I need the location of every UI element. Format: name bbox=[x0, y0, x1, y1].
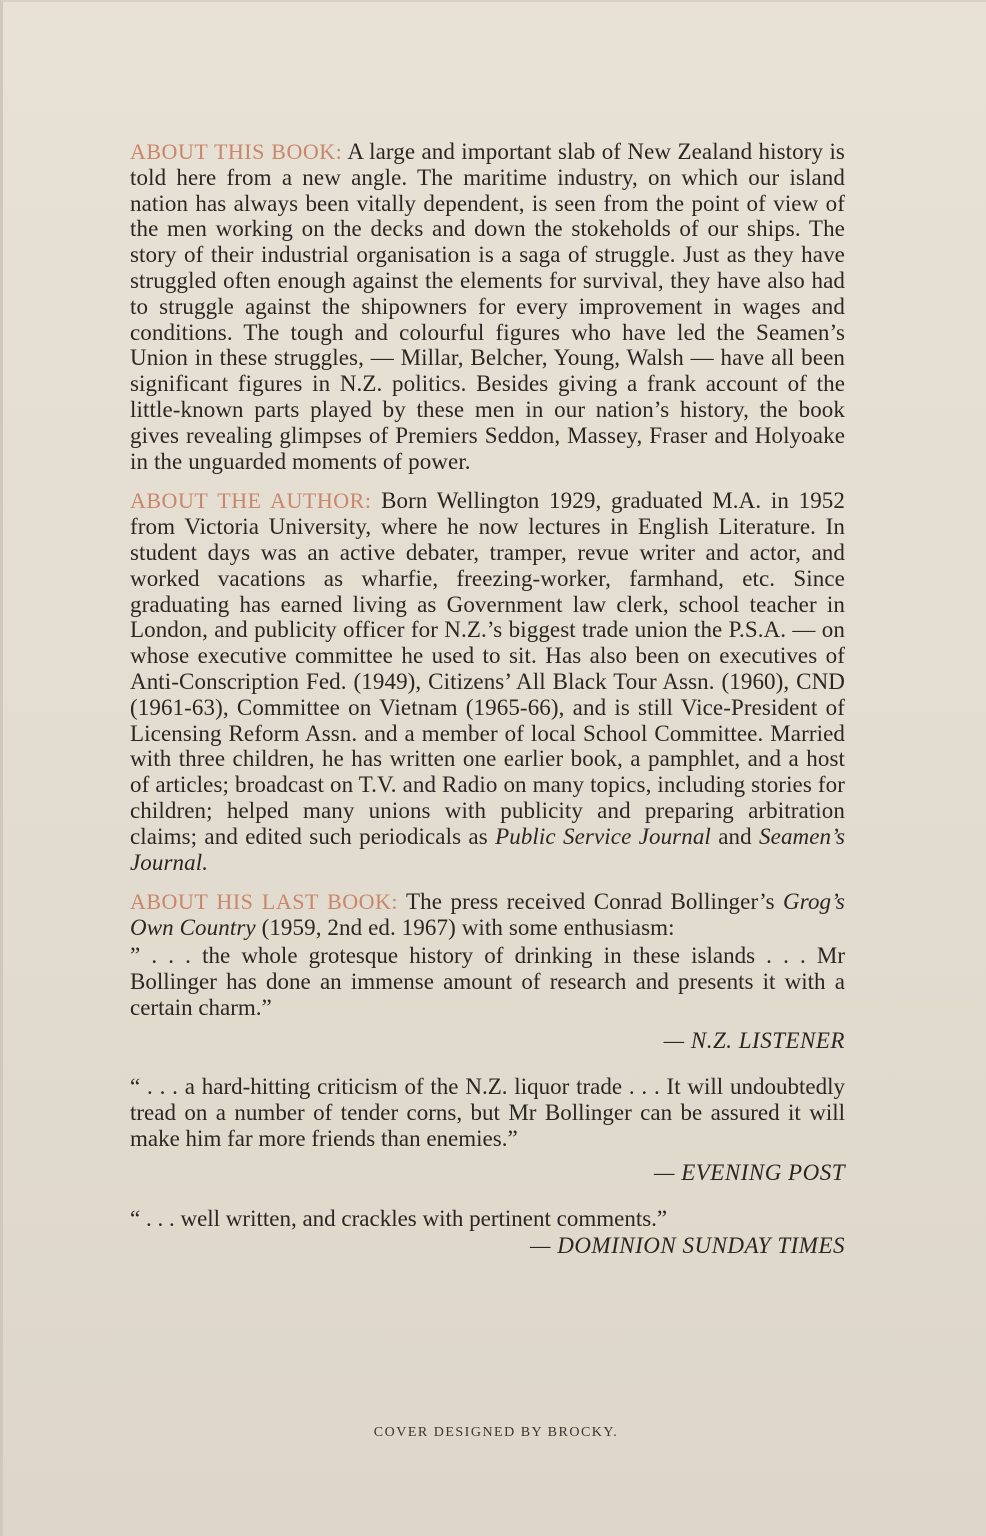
about-book-heading: ABOUT THIS BOOK: bbox=[130, 139, 343, 164]
journal-title-1: Public Service Journal bbox=[495, 823, 711, 849]
about-last-book-paragraph bbox=[130, 889, 845, 941]
quote-source-dominion: — DOMINION SUNDAY TIMES bbox=[530, 1233, 845, 1259]
journal-conjunction: and bbox=[718, 823, 752, 849]
about-author-paragraph bbox=[130, 488, 845, 875]
about-book-paragraph bbox=[130, 139, 845, 474]
about-last-book-text-1: The press received Conrad Bollinger’s bbox=[406, 889, 775, 915]
quote-listener: ” . . . the whole grotesque history of drinking in these islands . . . Mr Bollinger has done an immense amount of research and presents it with a certain charm.” bbox=[130, 942, 845, 1020]
quote-source-listener: — N.Z. LISTENER bbox=[663, 1028, 845, 1054]
about-author-text: Born Wellington 1929, graduated M.A. in 1952 from Victoria University, where he now lectures in English Literature. In student days was an active debater, tramper, revue writer and actor, and worked vacations as wharfie, freezing-worker, farmhand, etc. Since graduating has earned living as Government law clerk, school teacher in London, and publicity officer for N.Z.’s biggest trade union the P.S.A. — on whose executive committee he used to sit. Has also been on executives of Anti-Conscription Fed. (1949), Citizens’ All Black Tour Assn. (1960), CND (1961-63), Committee on Vietnam (1965-66), and is still Vice-President of Licensing Reform Assn. and a member of local School Committee. Married with three children, he has written one earlier book, a pamphlet, and a host of articles; broadcast on T.V. and Radio on many topics, including stories for children; helped many unions with publicity and preparing arbitration claims; and edited such periodicals as bbox=[130, 488, 845, 849]
about-book-text: A large and important slab of New Zealand history is told here from a new angle. The maritime industry, on which our island nation has always been vitally dependent, is seen from the point of view of the men working on the decks and down the stokeholds of our ships. The story of their industrial organisation is a saga of struggle. Just as they have struggled often enough against the elements for survival, they have also had to struggle against the shipowners for every improvement in wages and conditions. The tough and colourful figures who have led the Seamen’s Union in these struggles, — Millar, Belcher, Young, Walsh — have all been significant figures in N.Z. politics. Besides giving a frank account of the little-known parts played by these men in our nation’s history, the book gives revealing glimpses of Premiers Seddon, Massey, Fraser and Holyoake in the unguarded moments of power. bbox=[130, 139, 845, 474]
quote-dominion: “ . . . well written, and crackles with pertinent comments.” bbox=[130, 1205, 668, 1231]
quote-evening-post: “ . . . a hard-hitting criticism of the N.Z. liquor trade . . . It will undoubtedly tread on a number of tender corns, but Mr Bollinger can be assured it will make him far more friends than enemies.” bbox=[130, 1074, 845, 1151]
journal-title-2: Seamen’s Journal. bbox=[130, 823, 846, 875]
quote-source-evening-post: — EVENING POST bbox=[654, 1159, 845, 1185]
about-last-book-text-2: (1959, 2nd ed. 1967) with some enthusiasm: bbox=[261, 915, 675, 941]
last-book-title: Grog’s Own Country bbox=[130, 889, 845, 941]
about-last-book-heading: ABOUT HIS LAST BOOK: bbox=[130, 889, 399, 915]
cover-credit: COVER DESIGNED BY BROCKY. bbox=[373, 1425, 619, 1440]
about-author-heading: ABOUT THE AUTHOR: bbox=[130, 488, 372, 514]
blurb-column bbox=[130, 139, 845, 1279]
